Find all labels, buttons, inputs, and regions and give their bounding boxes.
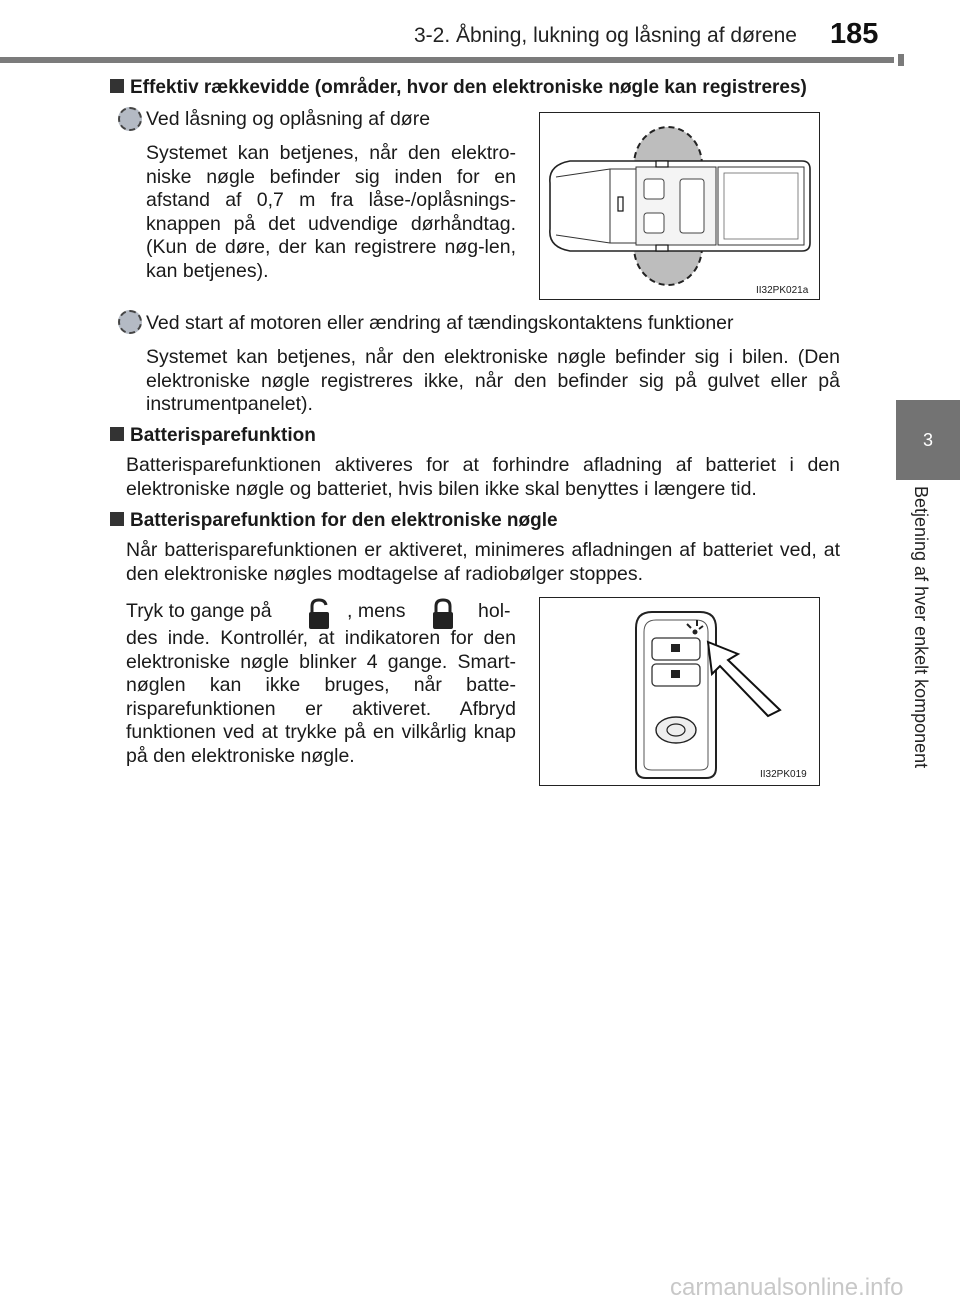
heading-key-battery-text: Batterisparefunktion for den elektroniske nøgle xyxy=(130,510,558,531)
figure1-caption: II32PK021a xyxy=(756,285,809,296)
heading-key-battery xyxy=(110,510,558,532)
press-mens: , mens xyxy=(347,600,406,622)
heading-battery xyxy=(110,425,316,447)
press-hol: hol- xyxy=(478,600,511,622)
square-bullet-icon xyxy=(110,79,124,93)
square-bullet-icon xyxy=(110,512,124,526)
sub1-text: Systemet kan betjenes, når den elektro-niske nøgle befinder sig inden for en afstand af 0,7 m fra låse-/oplåsnings-knappen på det udvendige dørhåndtag. (Kun de døre, der kan registrere nøg-len, kan betjenes). xyxy=(146,142,516,282)
chapter-number: 3 xyxy=(922,430,933,450)
square-bullet-icon xyxy=(110,427,124,441)
unlock-icon xyxy=(306,597,332,631)
page-number: 185 xyxy=(830,18,879,50)
sub1-title: Ved låsning og oplåsning af døre xyxy=(146,108,431,130)
sub2-title: Ved start af motoren eller ændring af tændingskontaktens funktioner xyxy=(146,312,734,334)
key-battery-text: Når batterisparefunktionen er aktiveret, minimeres afladningen af batteriet ved, at den elektroniske nøgles modtagelse af radiobølger stoppes. xyxy=(126,539,840,585)
lock-icon xyxy=(430,597,456,631)
heading-range-text: Effektiv rækkevidde (områder, hvor den elektroniske nøgle kan registreres) xyxy=(130,77,807,98)
watermark: carmanualsonline.info xyxy=(670,1274,904,1301)
sub2-text: Systemet kan betjenes, når den elektroniske nøgle befinder sig i bilen. (Den elektroniske nøgle registreres ikke, når den befinder sig på gulvet eller på instrumentpanelet). xyxy=(146,346,840,415)
heading-battery-text: Batterisparefunktion xyxy=(130,425,316,446)
figure-car-range xyxy=(539,112,820,300)
electronic-key-illustration xyxy=(540,598,819,785)
dashed-circle-icon xyxy=(118,107,142,131)
chapter-title xyxy=(905,486,931,886)
heading-range xyxy=(110,77,807,99)
section-title: 3-2. Åbning, lukning og låsning af dørene xyxy=(414,24,797,47)
car-top-view-illustration xyxy=(540,113,819,299)
figure-electronic-key xyxy=(539,597,820,786)
press-text: des inde. Kontrollér, at indikatoren for den elektroniske nøgle blinker 4 gange. Smart-nøglen kan ikke bruges, når batte-risparefunktionen er aktiveret. Afbryd funktionen ved at trykke på en vilkårlig knap på den elektroniske nøgle. xyxy=(126,627,516,767)
figure2-caption: II32PK019 xyxy=(760,769,807,780)
battery-text: Batterisparefunktionen aktiveres for at forhindre afladning af batteriet i den elektroniske nøgle og batteriet, hvis bilen ikke skal benyttes i længere tid. xyxy=(126,454,840,500)
dashed-circle-icon xyxy=(118,310,142,334)
press-prefix: Tryk to gange på xyxy=(126,600,272,622)
header-tick xyxy=(898,54,904,66)
header-rule xyxy=(0,57,894,63)
chapter-title-text: Betjening af hver enkelt komponent xyxy=(911,486,931,769)
